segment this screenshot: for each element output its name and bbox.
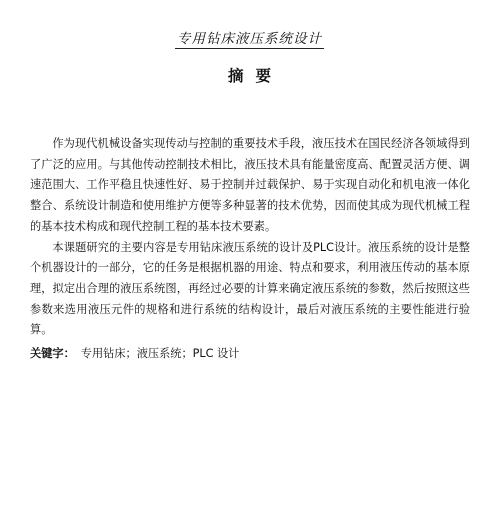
keywords-label: 关键字： — [30, 347, 75, 360]
abstract-heading: 摘要 — [227, 67, 283, 85]
abstract-paragraph-1: 作为现代机械设备实现传动与控制的重要技术手段，液压技术在国民经济各领域得到了广泛的应用。与其他传动控制技术相比，液压技术具有能量密度高、配置灵活方便、调速范围大、工作平稳且快速性好、易于控制并过载保护、易于实现自动化和机电液一体化整合、系统设计制造和使用维护方便等多种显著的技术优势，因而使其成为现代机械工程的基本技术构成和现代控制工程的基本技术要素。 — [30, 137, 470, 233]
abstract-paragraph-2: 本课题研究的主要内容是专用钻床液压系统的设计及PLC设计。液压系统的设计是整个机器设计的一部分，它的任务是根据机器的用途、特点和要求，利用液压传动的基本原理，拟定出合理的液压系统图，再经过必要的计算来确定液压系统的参数，然后按照这些参数来选用液压元件的规格和进行系统的结构设计，最后对液压系统的主要性能进行验算。 — [30, 240, 470, 337]
header-title-text: 专用钻床液压系统设计 — [177, 31, 322, 47]
running-header — [0, 30, 499, 48]
keywords-line — [30, 345, 470, 363]
keywords-values: 专用钻床；液压系统；PLC 设计 — [80, 347, 240, 360]
abstract-body — [30, 134, 470, 341]
